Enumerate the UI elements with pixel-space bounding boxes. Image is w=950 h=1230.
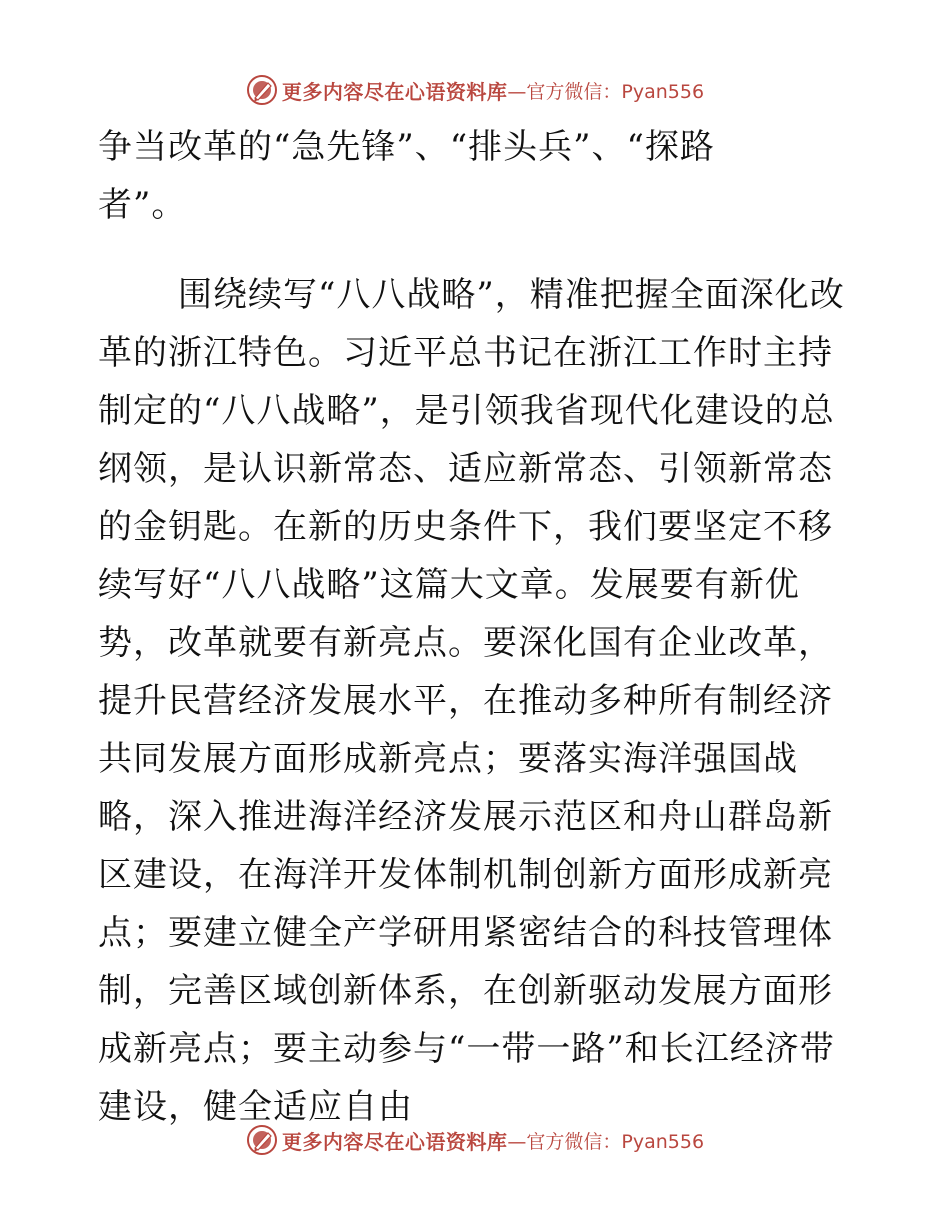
header-contact-text: —官方微信：Pyan556 — [507, 80, 705, 103]
paragraph-opening: 争当改革的“急先锋”、“排头兵”、“探路者”。 — [98, 127, 715, 225]
paragraph-main: 围绕续写“八八战略”，精准把握全面深化改革的浙江特色。习近平总书记在浙江工作时主持制定的“八八战略”，是引领我省现代化建设的总纲领，是认识新常态、适应新常态、引领新常态的金钥匙。在新的历史条件下，我们要坚定不移续写好“八八战略”这篇大文章。发展要有新优势，改革就要有新亮点。要深化国有企业改革，提升民营经济发展水平，在推动多种所有制经济共同发展方面形成新亮点；要落实海洋强国战略，深入推进海洋经济发展示范区和舟山群岛新区建设，在海洋开发体制机制创新方面形成新亮点；要建立健全产学研用紧密结合的科技管理体制，完善区域创新体系，在创新驱动发展方面形成新亮点；要主动参与“一带一路”和长江经济带建设，健全适应自由 — [98, 275, 845, 1127]
pen-nib-logo-icon — [246, 1124, 278, 1156]
footer-brand-text: 更多内容尽在心语资料库 — [281, 1129, 508, 1154]
header-brand-text: 更多内容尽在心语资料库 — [281, 79, 508, 104]
footer-contact-text: —官方微信：Pyan556 — [507, 1130, 705, 1153]
pen-nib-logo-icon — [246, 74, 278, 106]
header-watermark-banner — [0, 70, 950, 110]
document-body — [98, 118, 858, 1136]
footer-watermark-banner — [0, 1120, 950, 1160]
